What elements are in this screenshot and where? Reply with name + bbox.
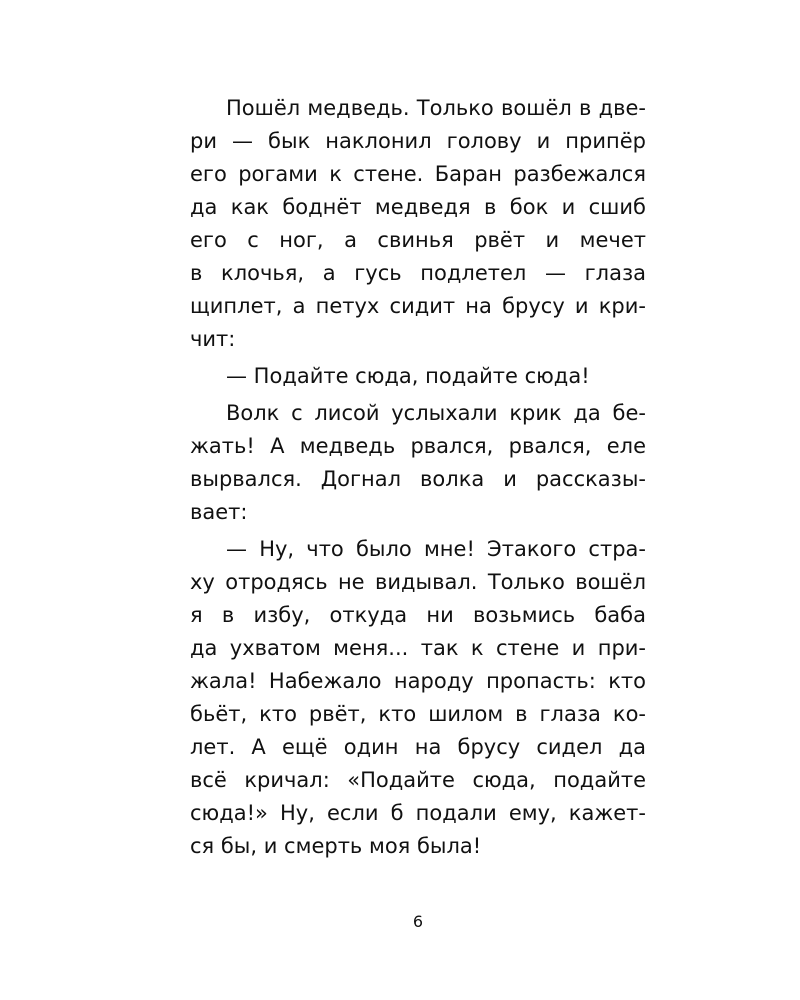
text-line: Волк с лисой услыхали крик да бе- <box>226 401 646 425</box>
text-line: — Подайте сюда, подайте сюда! <box>226 364 590 388</box>
text-line: ху отродясь не видывал. Только вошёл <box>190 570 646 594</box>
text-line: жала! Набежало народу пропасть: кто <box>190 669 646 693</box>
text-line: лет. А ещё один на брусу сидел да <box>190 735 646 759</box>
text-line: сюда!» Ну, если б подали ему, кажет- <box>190 801 646 825</box>
text-line: его с ног, а свинья рвёт и мечет <box>190 228 646 252</box>
text-line: ри — бык наклонил голову и припёр <box>190 129 646 153</box>
text-line: его рогами к стене. Баран разбежался <box>190 162 646 186</box>
text-line: ся бы, и смерть моя была! <box>190 834 482 858</box>
text-line: да ухватом меня... так к стене и при- <box>190 636 646 660</box>
text-line: — Ну, что было мне! Этакого стра- <box>226 537 646 561</box>
text-line: я в избу, откуда ни возьмись баба <box>190 603 646 627</box>
text-line: жать! А медведь рвался, рвался, еле <box>190 434 646 458</box>
text-line: чит: <box>190 327 236 351</box>
text-line: всё кричал: «Подайте сюда, подайте <box>190 768 646 792</box>
text-line: щиплет, а петух сидит на брусу и кри- <box>190 294 646 318</box>
text-line: в клочья, а гусь подлетел — глаза <box>190 261 646 285</box>
text-line: вает: <box>190 500 248 524</box>
page-text <box>190 92 646 863</box>
text-line: Пошёл медведь. Только вошёл в две- <box>226 96 646 120</box>
text-line: бьёт, кто рвёт, кто шилом в глаза ко- <box>190 702 646 726</box>
text-line: вырвался. Догнал волка и рассказы- <box>190 467 646 491</box>
page-number: 6 <box>412 912 424 931</box>
text-line: да как боднёт медведя в бок и сшиб <box>190 195 646 219</box>
